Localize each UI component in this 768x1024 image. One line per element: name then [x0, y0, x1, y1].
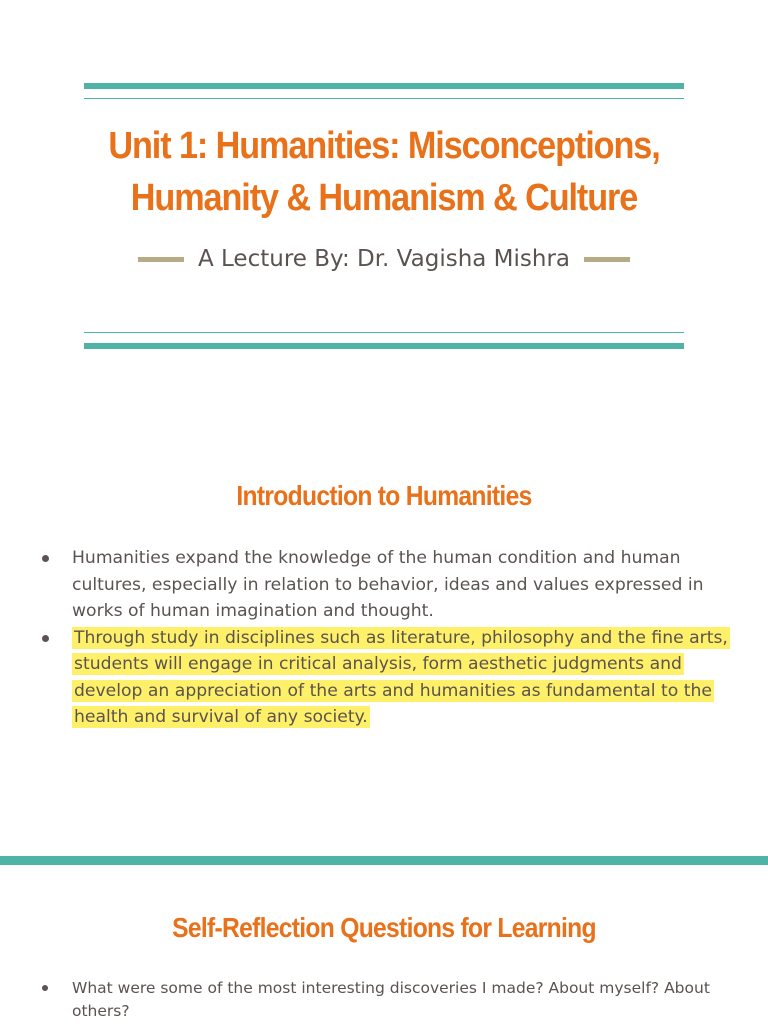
- lecture-subtitle: A Lecture By: Dr. Vagisha Mishra: [197, 246, 571, 272]
- bullet-dot-icon: [42, 555, 49, 562]
- bullet-dot-icon: [42, 985, 48, 991]
- lecture-title: [38, 120, 729, 224]
- reflection-bullet-text-1: What were some of the most interesting discoveries I made? About myself? About others?: [72, 979, 710, 1020]
- list-item: [40, 977, 730, 1023]
- slide-divider-band: [0, 856, 768, 865]
- bullet-dot-icon: [42, 635, 49, 642]
- intro-bullet-list: [40, 545, 730, 731]
- top-thin-rule: [84, 98, 684, 99]
- list-item: [40, 545, 730, 625]
- reflection-heading: Self-Reflection Questions for Learning: [172, 912, 596, 943]
- bottom-thin-rule: [84, 332, 684, 333]
- left-dash-ornament: [138, 257, 184, 262]
- intro-bullet-text-2-highlighted: Through study in disciplines such as literature, philosophy and the fine arts, students will engage in critical analysis, form aesthetic judgments and develop an appreciation of the arts and humanities as fundamental to the health and survival of any society.: [74, 627, 728, 727]
- subtitle-row: [0, 246, 768, 272]
- top-thick-rule: [84, 83, 684, 89]
- intro-heading: Introduction to Humanities: [236, 480, 532, 511]
- lecture-title-line-1: Unit 1: Humanities: Misconceptions,: [108, 125, 660, 167]
- reflection-bullet-list: [40, 977, 730, 1023]
- intro-bullet-text-1: Humanities expand the knowledge of the human condition and human cultures, especially in relation to behavior, ideas and values expressed in works of human imagination and thought.: [72, 548, 704, 621]
- list-item: [40, 625, 730, 731]
- right-dash-ornament: [584, 257, 630, 262]
- bottom-thick-rule: [84, 343, 684, 349]
- lecture-title-line-2: Humanity & Humanism & Culture: [130, 177, 638, 219]
